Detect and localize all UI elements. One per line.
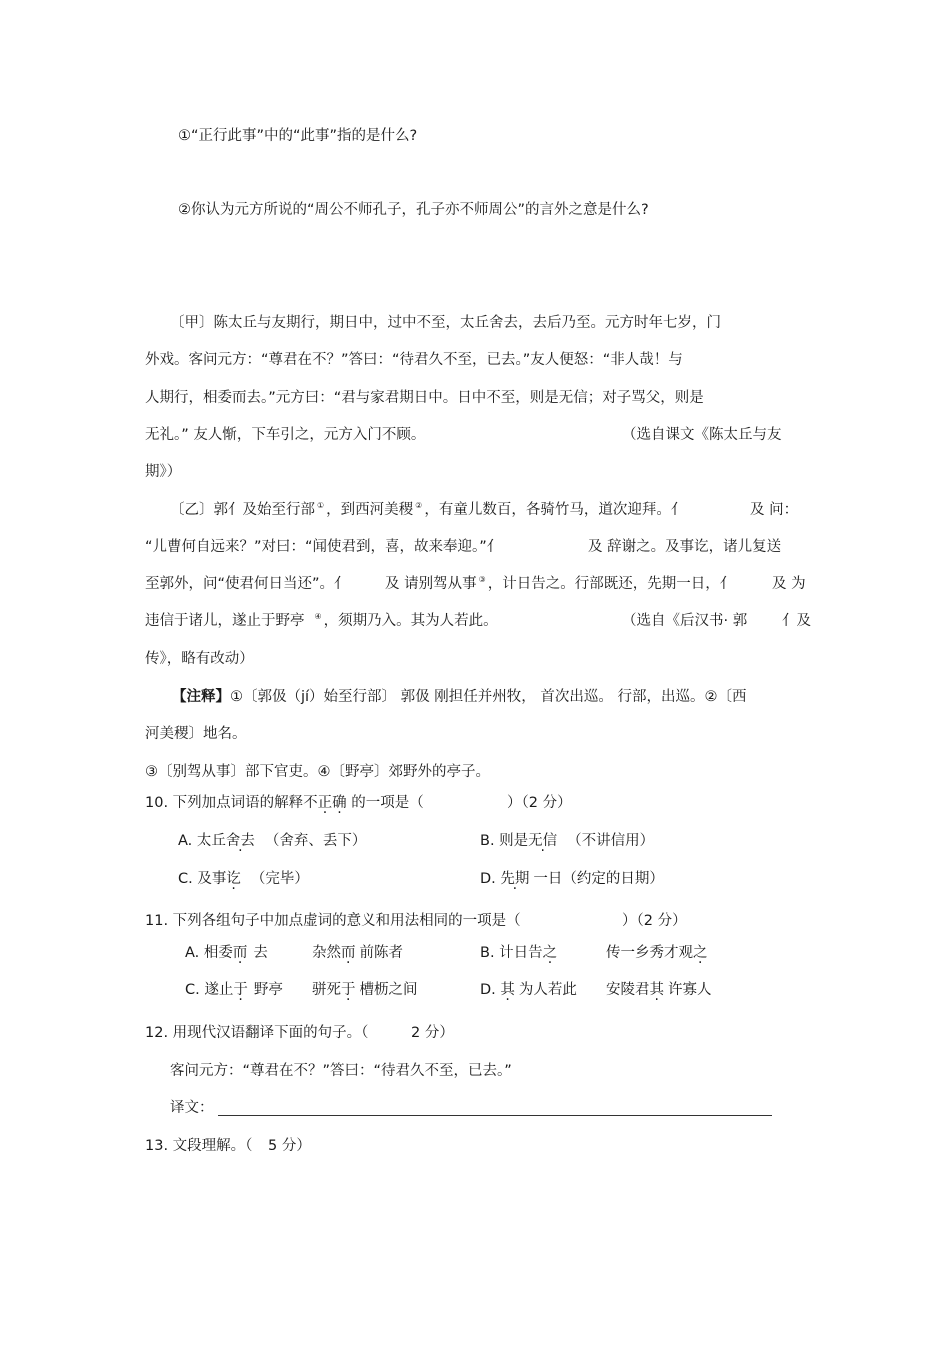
text-span: D. — [480, 871, 501, 887]
text-span: ①〔郭伋（jí）始至行部〕 郭伋 刚担任并州牧， 首次出巡。 行部，出巡。②〔西 — [230, 689, 747, 705]
passage-jia-line-1: 〔甲〕陈太丘与友期行，期日中，过中不至，太丘舍去，去后乃至。元方时年七岁，门 — [170, 315, 721, 331]
text-span: 为人若此 — [518, 982, 577, 998]
dotted-char: 而 — [232, 945, 248, 961]
q11-option-a2 — [312, 943, 403, 963]
q10-option-d — [480, 869, 664, 889]
passage-yi-line-2-end: 及 辞谢之。及事讫，诸儿复送 — [588, 539, 782, 555]
text-span: ，到西河美稷 — [326, 502, 414, 518]
footnote-mark: ④ — [314, 612, 322, 621]
q11-stem-end: ）（2 分） — [622, 913, 687, 929]
text-span: 一日（约定的日期） — [533, 871, 664, 887]
text-span: ，计日告之。行部既还，先期一日，亻 — [487, 576, 735, 592]
dotted-char: 于 — [341, 982, 356, 998]
text-span: 前陈者 — [359, 945, 403, 961]
text-span: B. 计日告 — [480, 945, 543, 961]
text-span: A. 太丘 — [178, 833, 226, 849]
q11-stem: 11. 下列各组句子中加点虚词的意义和用法相同的一项是（ — [145, 913, 521, 929]
passage-jia-line-4: 无礼。” 友人惭，下车引之，元方入门不顾。 — [145, 427, 426, 443]
notes-line-3: ③〔别驾从事〕部下官吏。④〔野亭〕郊野外的亭子。 — [145, 764, 490, 780]
question-2: ②你认为元方所说的“周公不师孔子，孔子亦不师周公”的言外之意是什么? — [178, 202, 649, 218]
footnote-mark: ① — [317, 501, 325, 510]
passage-jia-line-2: 外戏。客问元方：“尊君在不？”答曰：“待君久不至，已去。”友人便怒：“非人哉！与 — [145, 352, 683, 368]
q11-option-d1 — [480, 980, 577, 1000]
passage-yi-line-3-end: 及 为 — [772, 576, 806, 592]
notes-line-2: 河美稷〕地名。 — [145, 726, 247, 742]
passage-yi-line-5: 传》，略有改动） — [145, 651, 254, 667]
footnote-mark: ③ — [478, 575, 486, 584]
q11-option-c2 — [312, 980, 418, 1000]
notes-label: 【注释】 — [172, 689, 230, 705]
q11-option-d2 — [606, 980, 712, 1000]
text-span: C. 遂止 — [185, 982, 234, 998]
text-span: 的一项是（ — [346, 795, 424, 811]
text-span: 槽枥之间 — [359, 982, 418, 998]
q10-option-c — [178, 869, 309, 889]
text-span: 野亭 — [253, 982, 283, 998]
text-span: （完毕） — [250, 871, 309, 887]
text-span: 安陵君 — [606, 982, 650, 998]
passage-yi-line-3: 至郭外，问“使君何日当还”。亻 — [145, 576, 349, 592]
answer-line[interactable] — [218, 1115, 772, 1116]
dotted-word: 舍去 — [225, 833, 255, 849]
dotted-word: 讫 — [226, 871, 241, 887]
dotted-char: 于 — [233, 982, 248, 998]
text-span: 〔乙〕郭亻及始至行部 — [170, 502, 315, 518]
q11-option-b2 — [606, 943, 708, 963]
passage-yi-source: （选自《后汉书· 郭 — [622, 613, 748, 629]
text-span: （不讲信用） — [567, 833, 655, 849]
dotted-char: 其 — [649, 982, 664, 998]
text-span: 违信于诸儿，遂止于野亭 — [145, 613, 305, 629]
text-span: ，须期乃入。其为人若此。 — [323, 613, 498, 629]
text-span: A. 相委 — [185, 945, 233, 961]
q12-stem-end: 2 分） — [411, 1025, 454, 1041]
dotted-char: 之 — [542, 945, 558, 961]
footnote-mark: ② — [415, 501, 423, 510]
q13-stem-end: 5 分） — [268, 1138, 311, 1154]
q12-answer-label: 译文： — [170, 1100, 214, 1116]
dotted-char: 正 — [317, 795, 333, 811]
passage-yi-source-end: 亻及 — [782, 613, 811, 629]
q11-option-a1 — [185, 943, 268, 963]
question-1: ①“正行此事”中的“此事”指的是什么? — [178, 128, 418, 144]
text-span: 去 — [253, 945, 268, 961]
passage-jia-line-5: 期》） — [145, 464, 182, 480]
passage-yi-line-1-end: 及 问： — [750, 502, 799, 518]
passage-yi-line-4 — [145, 611, 498, 631]
dotted-char: 而 — [341, 945, 356, 961]
text-span: B. 则是 — [480, 833, 529, 849]
q10-option-b — [480, 831, 654, 851]
text-span: 传一乡秀才观 — [606, 945, 693, 961]
text-span: 骈死 — [312, 982, 341, 998]
q10-option-a — [178, 831, 366, 851]
passage-yi-line-2: “儿曹何自远来？”对曰：“闻使君到，喜，故来奉迎。”亻 — [145, 539, 502, 555]
text-span: 10. 下列加点词语的解释不 — [145, 795, 318, 811]
q12-sentence: 客问元方：“尊君在不？”答曰：“待君久不至，已去。” — [170, 1063, 512, 1079]
text-span: 许寡人 — [668, 982, 712, 998]
dotted-word: 先期 — [500, 871, 530, 887]
q12-stem: 12. 用现代汉语翻译下面的句子。（ — [145, 1025, 369, 1041]
passage-yi-line-1 — [170, 500, 685, 520]
dotted-char: 之 — [693, 945, 708, 961]
passage-jia-source: （选自课文《陈太丘与友 — [622, 427, 782, 443]
passage-jia-line-3: 人期行，相委而去。”元方曰：“君与家君期日中。日中不至，则是无信；对子骂父，则是 — [145, 390, 704, 406]
q10-stem — [145, 793, 424, 813]
q10-stem-end: ）（2 分） — [507, 795, 572, 811]
dotted-char: 确 — [332, 795, 347, 811]
q11-option-b1 — [480, 943, 557, 963]
text-span: 杂然 — [312, 945, 341, 961]
text-span: （舍弃、丢下） — [264, 833, 367, 849]
text-span: ，有童儿数百，各骑竹马，道次迎拜。亻 — [424, 502, 686, 518]
passage-yi-line-3-mid — [385, 574, 734, 594]
text-span: D. — [480, 982, 501, 998]
q13-stem: 13. 文段理解。（ — [145, 1138, 253, 1154]
text-span: C. 及事 — [178, 871, 227, 887]
dotted-char: 其 — [500, 982, 515, 998]
q11-option-c1 — [185, 980, 283, 1000]
notes-line-1 — [172, 687, 747, 707]
dotted-word: 无信 — [528, 833, 558, 849]
text-span: 及 请别驾从事 — [385, 576, 477, 592]
